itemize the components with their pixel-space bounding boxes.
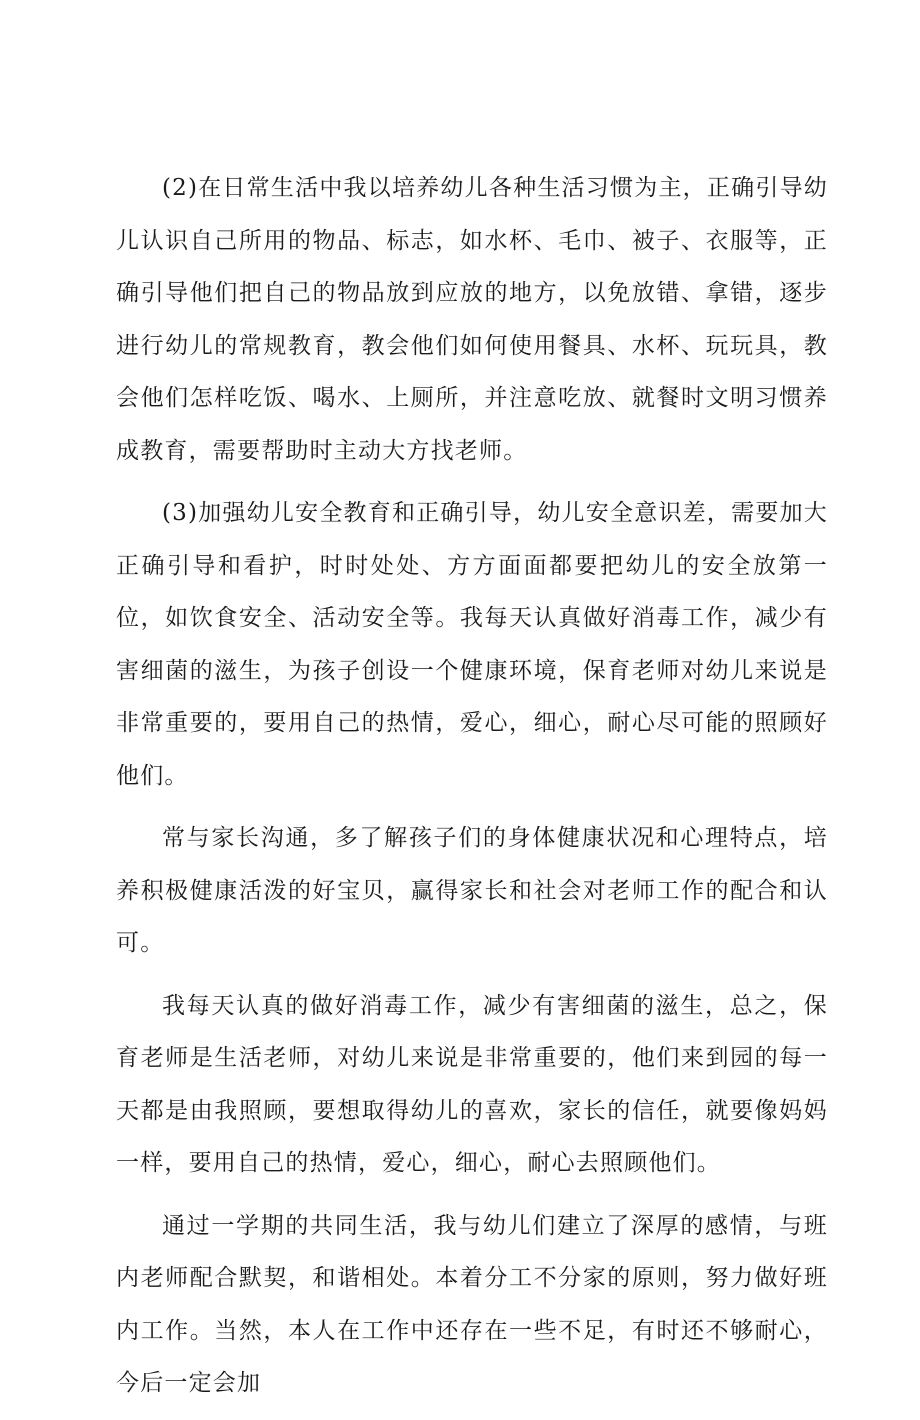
document-body bbox=[116, 162, 828, 1420]
paragraph-safety-education: (3)加强幼儿安全教育和正确引导，幼儿安全意识差，需要加大正确引导和看护，时时处处、方方面面都要把幼儿的安全放第一位，如饮食安全、活动安全等。我每天认真做好消毒工作，减少有害细菌的滋生，为孩子创设一个健康环境，保育老师对幼儿来说是非常重要的，要用自己的热情，爱心，细心，耐心尽可能的照顾好他们。 bbox=[116, 500, 828, 789]
paragraph-disinfection: 我每天认真的做好消毒工作，减少有害细菌的滋生，总之，保育老师是生活老师，对幼儿来说是非常重要的，他们来到园的每一天都是由我照顾，要想取得幼儿的喜欢，家长的信任，就要像妈妈一样，要用自己的热情，爱心，细心，耐心去照顾他们。 bbox=[116, 992, 828, 1176]
paragraph-daily-habits: (2)在日常生活中我以培养幼儿各种生活习惯为主，正确引导幼儿认识自己所用的物品、标志，如水杯、毛巾、被子、衣服等，正确引导他们把自己的物品放到应放的地方，以免放错、拿错，逐步进行幼儿的常规教育，教会他们如何使用餐具、水杯、玩玩具，教会他们怎样吃饭、喝水、上厕所，并注意吃放、就餐时文明习惯养成教育，需要帮助时主动大方找老师。 bbox=[116, 175, 828, 464]
paragraph-parent-communication: 常与家长沟通，多了解孩子们的身体健康状况和心理特点，培养积极健康活泼的好宝贝，赢得家长和社会对老师工作的配合和认可。 bbox=[116, 825, 828, 956]
paragraph-semester-summary: 通过一学期的共同生活，我与幼儿们建立了深厚的感情，与班内老师配合默契，和谐相处。本着分工不分家的原则，努力做好班内工作。当然，本人在工作中还存在一些不足，有时还不够耐心，今后一定会加 bbox=[116, 1212, 828, 1396]
